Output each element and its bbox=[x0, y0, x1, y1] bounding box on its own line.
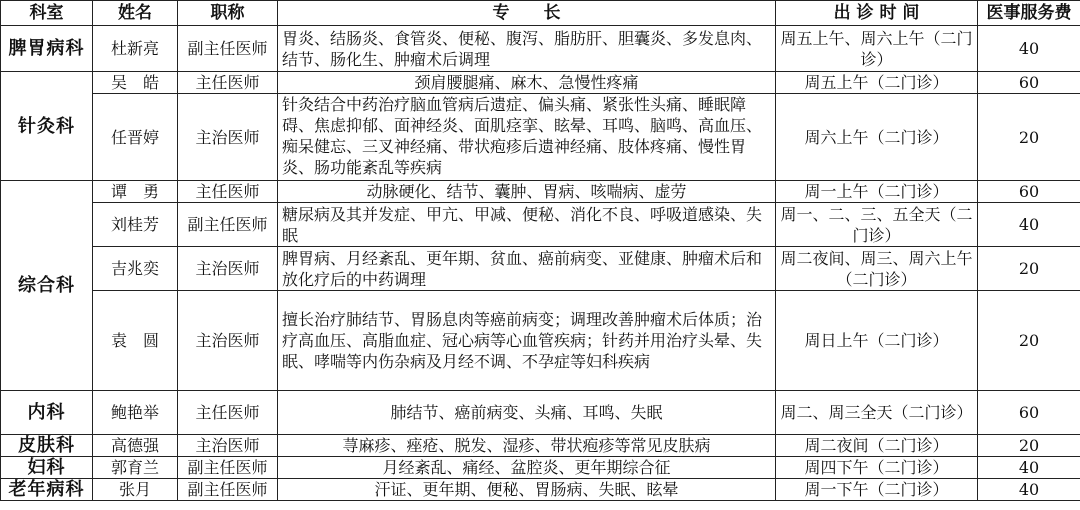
title-cell: 主任医师 bbox=[178, 391, 278, 435]
table-row bbox=[1, 181, 1080, 203]
dept-cell: 老年病科 bbox=[1, 479, 93, 501]
specialty-cell: 动脉硬化、结节、囊肿、胃病、咳喘病、虚劳 bbox=[278, 181, 776, 203]
name-cell: 张月 bbox=[93, 479, 178, 501]
name-cell: 郭育兰 bbox=[93, 457, 178, 479]
header-dept: 科室 bbox=[1, 1, 93, 26]
dept-cell: 综合科 bbox=[1, 181, 93, 391]
table-row bbox=[1, 291, 1080, 391]
header-title: 职称 bbox=[178, 1, 278, 26]
schedule-cell: 周日上午（二门诊） bbox=[776, 291, 978, 391]
title-cell: 主治医师 bbox=[178, 291, 278, 391]
fee-cell: 40 bbox=[978, 26, 1080, 72]
specialty-cell bbox=[278, 94, 776, 181]
schedule-cell: 周四下午（二门诊） bbox=[776, 457, 978, 479]
specialty-cell: 胃炎、结肠炎、食管炎、便秘、腹泻、脂肪肝、胆囊炎、多发息肉、结节、肠化生、肿瘤术后调理 bbox=[278, 26, 776, 72]
schedule-cell: 周五上午、周六上午（二门诊） bbox=[776, 26, 978, 72]
table-row bbox=[1, 247, 1080, 291]
table-row bbox=[1, 72, 1080, 94]
schedule-cell: 周五上午（二门诊） bbox=[776, 72, 978, 94]
title-cell: 主治医师 bbox=[178, 435, 278, 457]
title-cell: 主任医师 bbox=[178, 72, 278, 94]
table-row bbox=[1, 26, 1080, 72]
name-cell: 谭 勇 bbox=[93, 181, 178, 203]
title-cell: 副主任医师 bbox=[178, 457, 278, 479]
dept-cell: 针灸科 bbox=[1, 72, 93, 181]
schedule-cell: 周二夜间（二门诊） bbox=[776, 435, 978, 457]
schedule-cell: 周一下午（二门诊） bbox=[776, 479, 978, 501]
name-cell: 鲍艳举 bbox=[93, 391, 178, 435]
schedule-cell bbox=[776, 203, 978, 247]
title-cell: 主任医师 bbox=[178, 181, 278, 203]
specialty-cell: 汗证、更年期、便秘、胃肠病、失眠、眩晕 bbox=[278, 479, 776, 501]
name-cell: 吉兆奕 bbox=[93, 247, 178, 291]
name-cell: 吴 皓 bbox=[93, 72, 178, 94]
name-cell: 高德强 bbox=[93, 435, 178, 457]
specialty-cell: 脾胃病、月经紊乱、更年期、贫血、癌前病变、亚健康、肿瘤术后和放化疗后的中药调理 bbox=[278, 247, 776, 291]
name-cell: 刘桂芳 bbox=[93, 203, 178, 247]
table-row bbox=[1, 435, 1080, 457]
fee-cell: 40 bbox=[978, 203, 1080, 247]
header-specialty: 专 长 bbox=[278, 1, 776, 26]
header-fee: 医事服务费 bbox=[978, 1, 1080, 26]
title-cell: 副主任医师 bbox=[178, 26, 278, 72]
specialty-cell: 糖尿病及其并发症、甲亢、甲减、便秘、消化不良、呼吸道感染、失眠 bbox=[278, 203, 776, 247]
fee-cell: 60 bbox=[978, 391, 1080, 435]
schedule-cell: 周二、周三全天（二门诊） bbox=[776, 391, 978, 435]
dept-cell: 脾胃病科 bbox=[1, 26, 93, 72]
fee-cell: 20 bbox=[978, 291, 1080, 391]
schedule-cell: 周二夜间、周三、周六上午（二门诊） bbox=[776, 247, 978, 291]
schedule-cell: 周一上午（二门诊） bbox=[776, 181, 978, 203]
table-row bbox=[1, 391, 1080, 435]
header-row bbox=[1, 1, 1080, 26]
fee-cell: 40 bbox=[978, 457, 1080, 479]
dept-cell: 皮肤科 bbox=[1, 435, 93, 457]
specialty-cell: 肺结节、癌前病变、头痛、耳鸣、失眠 bbox=[278, 391, 776, 435]
specialty-cell: 荨麻疹、痤疮、脱发、湿疹、带状疱疹等常见皮肤病 bbox=[278, 435, 776, 457]
title-cell: 副主任医师 bbox=[178, 203, 278, 247]
name-cell: 任晋婷 bbox=[93, 94, 178, 181]
table-row bbox=[1, 457, 1080, 479]
header-schedule: 出 诊 时 间 bbox=[776, 1, 978, 26]
schedule-cell: 周六上午（二门诊） bbox=[776, 94, 978, 181]
schedule-text: 周一、二、三、五全天（二门诊） bbox=[780, 204, 973, 245]
specialty-text: 针灸结合中药治疗脑血管病后遗症、偏头痛、紧张性头痛、睡眠障碍、焦虑抑郁、面神经炎、面肌痉挛、眩晕、耳鸣、脑鸣、高血压、痴呆健忘、三叉神经痛、带状疱疹后遗神经痛、肢体疼痛、慢性胃炎、肠功能紊乱等疾病 bbox=[282, 95, 763, 177]
header-name: 姓名 bbox=[93, 1, 178, 26]
title-cell: 主治医师 bbox=[178, 247, 278, 291]
table-row bbox=[1, 479, 1080, 501]
fee-cell: 40 bbox=[978, 479, 1080, 501]
dept-cell: 妇科 bbox=[1, 457, 93, 479]
fee-cell: 60 bbox=[978, 181, 1080, 203]
specialty-cell: 月经紊乱、痛经、盆腔炎、更年期综合征 bbox=[278, 457, 776, 479]
title-cell: 副主任医师 bbox=[178, 479, 278, 501]
dept-cell: 内科 bbox=[1, 391, 93, 435]
fee-cell: 60 bbox=[978, 72, 1080, 94]
specialty-cell: 擅长治疗肺结节、胃肠息肉等癌前病变；调理改善肿瘤术后体质；治疗高血压、高脂血症、冠心病等心血管疾病；针药并用治疗头晕、失眠、哮喘等内伤杂病及月经不调、不孕症等妇科疾病 bbox=[278, 291, 776, 391]
table-row bbox=[1, 203, 1080, 247]
specialty-cell: 颈肩腰腿痛、麻木、急慢性疼痛 bbox=[278, 72, 776, 94]
title-cell: 主治医师 bbox=[178, 94, 278, 181]
name-cell: 袁 圆 bbox=[93, 291, 178, 391]
fee-cell: 20 bbox=[978, 247, 1080, 291]
fee-cell: 20 bbox=[978, 94, 1080, 181]
name-cell: 杜新亮 bbox=[93, 26, 178, 72]
fee-cell: 20 bbox=[978, 435, 1080, 457]
table-row bbox=[1, 94, 1080, 181]
